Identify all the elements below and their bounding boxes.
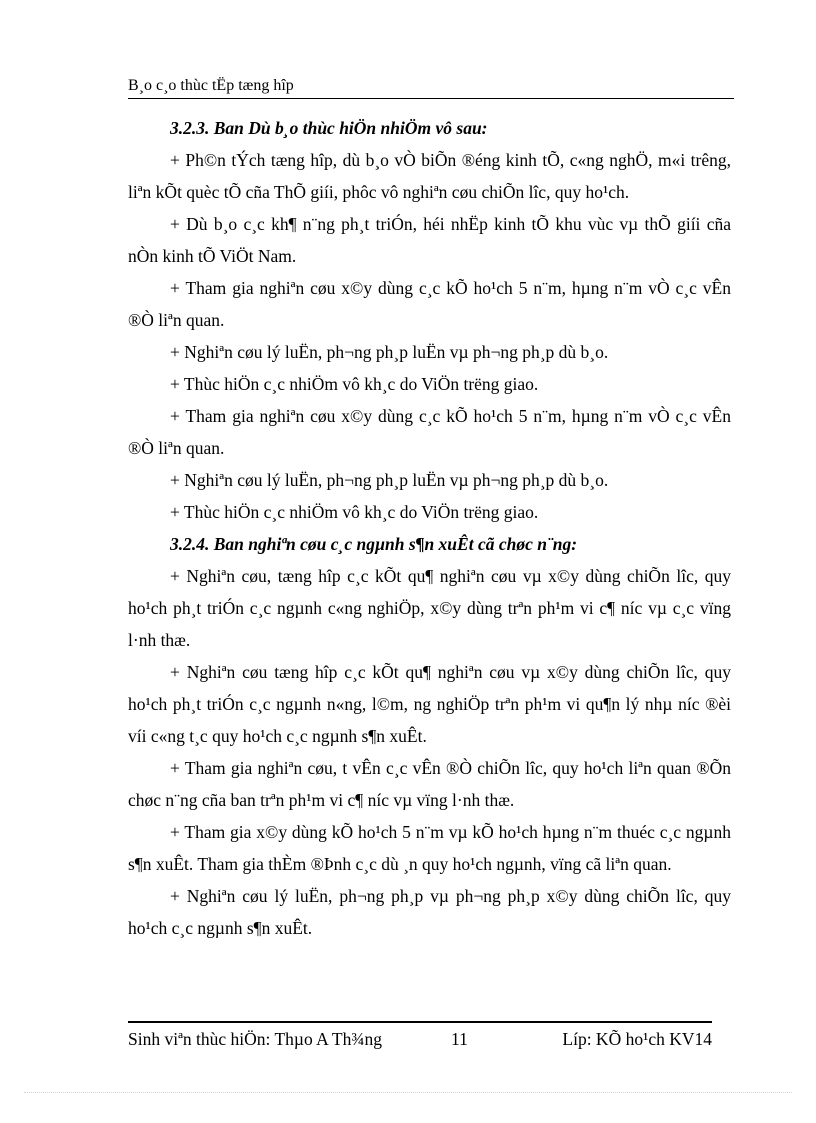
footer-class: Líp: KÕ ho¹ch KV14 xyxy=(562,1029,712,1049)
paragraph: + Tham gia x©y dùng kÕ ho¹ch 5 n¨m vµ kÕ ho¹ch hµng n¨m thuéc c¸c ngµnh s¶n xuÊt. Tham gia thÈm ®Þnh c¸c dù ¸n quy ho¹ch ngµnh, vïng cã liªn quan. xyxy=(128,822,731,874)
paragraph: + Nghiªn cøu tæng hîp c¸c kÕt qu¶ nghiªn cøu vµ x©y dùng chiÕn lîc, quy ho¹ch ph¸t triÓn c¸c ngµnh n«ng, l©m, ng nghiÖp trªn ph¹m vi qu¶n lý nhµ níc ®èi víi c«ng t¸c quy ho¹ch c¸c ngµnh s¶n xuÊt. xyxy=(128,662,731,746)
paragraph: + Tham gia nghiªn cøu x©y dùng c¸c kÕ ho¹ch 5 n¨m, hµng n¨m vÒ c¸c vÊn ®Ò liªn quan. xyxy=(128,406,731,458)
section-heading-3-2-3: 3.2.3. Ban Dù b¸o thùc hiÖn nhiÖm vô sau: xyxy=(170,118,488,138)
page-footer xyxy=(128,1021,712,1049)
footer-page-number: 11 xyxy=(451,1029,468,1049)
paragraph: + Ph©n tÝch tæng hîp, dù b¸o vÒ biÕn ®éng kinh tÕ, c«ng nghÖ, m«i trêng, liªn kÕt quèc tÕ cña ThÕ giíi, phôc vô nghiªn cøu chiÕn lîc, quy ho¹ch. xyxy=(128,150,731,202)
paragraph: + Nghiªn cøu, tæng hîp c¸c kÕt qu¶ nghiªn cøu vµ x©y dùng chiÕn lîc, quy ho¹ch ph¸t triÓn c¸c ngµnh c«ng nghiÖp, x©y dùng trªn ph¹m vi c¶ níc vµ c¸c vïng l·nh thæ. xyxy=(128,566,731,650)
paragraph: + Thùc hiÖn c¸c nhiÖm vô kh¸c do ViÖn trëng giao. xyxy=(170,374,539,394)
paragraph: + Dù b¸o c¸c kh¶ n¨ng ph¸t triÓn, héi nhËp kinh tÕ khu vùc vµ thÕ giíi cña nÒn kinh tÕ ViÖt Nam. xyxy=(128,214,731,266)
page-header: B¸o c¸o thùc tËp tæng hîp xyxy=(128,76,734,99)
paragraph: + Nghiªn cøu lý luËn, ph¬ng ph¸p luËn vµ ph¬ng ph¸p dù b¸o. xyxy=(170,342,609,362)
footer-student: Sinh viªn thùc hiÖn: Thµo A Th¾ng xyxy=(128,1029,382,1049)
paragraph: + Tham gia nghiªn cøu, t vÊn c¸c vÊn ®Ò chiÕn lîc, quy ho¹ch liªn quan ®Õn chøc n¨ng cña ban trªn ph¹m vi c¶ níc vµ vïng l·nh thæ. xyxy=(128,758,731,810)
document-body xyxy=(128,112,731,944)
page-bottom-divider xyxy=(24,1092,792,1093)
paragraph: + Nghiªn cøu lý luËn, ph¬ng ph¸p luËn vµ ph¬ng ph¸p dù b¸o. xyxy=(170,470,609,490)
paragraph: + Nghiªn cøu lý luËn, ph¬ng ph¸p vµ ph¬ng ph¸p x©y dùng chiÕn lîc, quy ho¹ch c¸c ngµnh s¶n xuÊt. xyxy=(128,886,731,938)
section-heading-3-2-4: 3.2.4. Ban nghiªn cøu c¸c ngµnh s¶n xuÊt cã chøc n¨ng: xyxy=(170,534,578,554)
paragraph: + Tham gia nghiªn cøu x©y dùng c¸c kÕ ho¹ch 5 n¨m, hµng n¨m vÒ c¸c vÊn ®Ò liªn quan. xyxy=(128,278,731,330)
paragraph: + Thùc hiÖn c¸c nhiÖm vô kh¸c do ViÖn trëng giao. xyxy=(170,502,539,522)
